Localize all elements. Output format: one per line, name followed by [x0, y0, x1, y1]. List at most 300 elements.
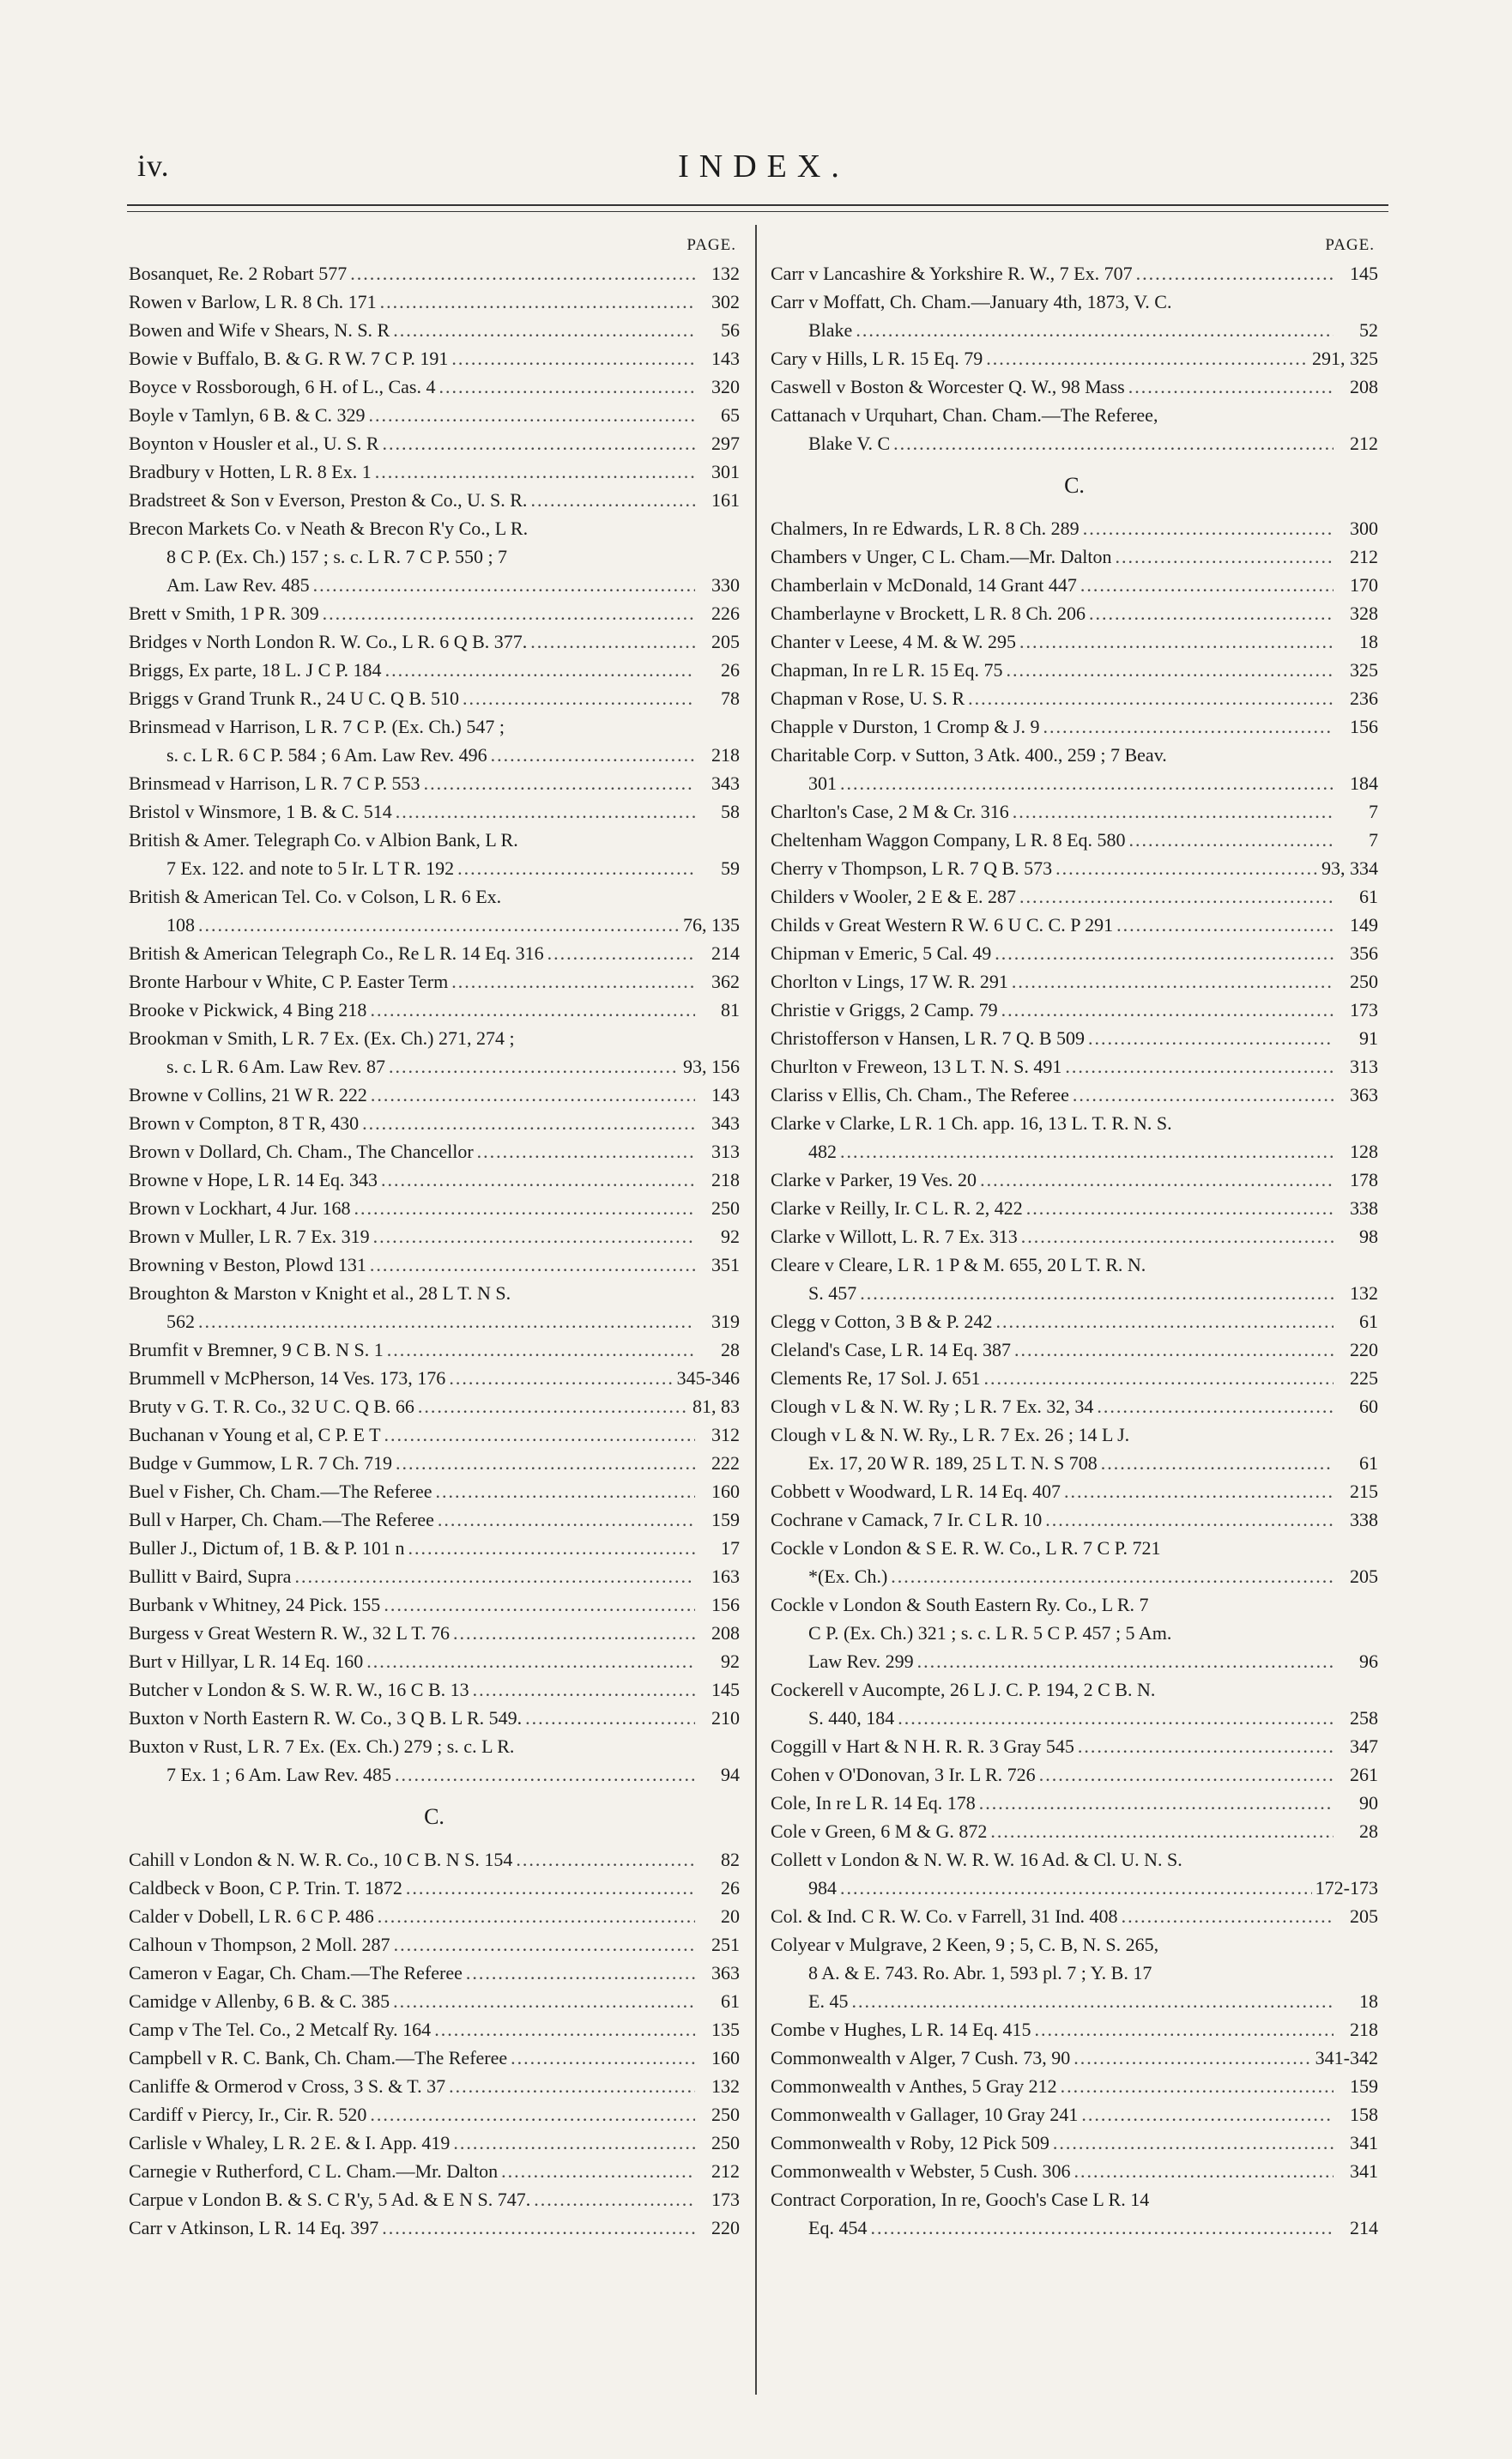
entry-text: 8 C P. (Ex. Ch.) 157 ; s. c. L R. 7 C P. 550 ; 7 — [166, 546, 508, 567]
entry-page-number: 347 — [1350, 1735, 1378, 1757]
index-entry — [129, 1364, 740, 1392]
index-entry — [129, 1874, 740, 1902]
entry-text: Briggs v Grand Trunk R., 24 U C. Q B. 510 — [129, 687, 460, 709]
index-entry-list — [771, 514, 1378, 2242]
entry-line — [771, 2129, 1378, 2157]
entry-text: Ex. 17, 20 W R. 189, 25 L T. N. S 708 — [808, 1452, 1098, 1474]
index-entry — [129, 627, 740, 656]
entry-text: Christofferson v Hansen, L R. 7 Q. B 509 — [771, 1027, 1086, 1049]
entry-line — [771, 1449, 1378, 1477]
entry-text: Chanter v Leese, 4 M. & W. 295 — [771, 631, 1016, 652]
section-heading-c: C. — [1064, 473, 1085, 498]
dot-leader — [1064, 1477, 1334, 1505]
dot-leader — [1043, 712, 1334, 741]
entry-line — [771, 2157, 1378, 2185]
entry-text: Cockerell v Aucompte, 26 L J. C. P. 194, 2 C B. N. — [771, 1679, 1156, 1700]
dot-leader — [996, 1307, 1334, 1335]
index-entry — [129, 1392, 740, 1420]
entry-text: Brown v Muller, L R. 7 Ex. 319 — [129, 1226, 370, 1247]
dot-leader — [381, 1166, 695, 1194]
dot-leader — [385, 656, 695, 684]
index-entry — [129, 1959, 740, 1987]
entry-text: Boyle v Tamlyn, 6 B. & C. 329 — [129, 404, 366, 426]
entry-line — [129, 1137, 740, 1166]
index-entry — [771, 1845, 1378, 1902]
dot-leader — [898, 1704, 1334, 1732]
entry-text: Brown v Lockhart, 4 Jur. 168 — [129, 1197, 351, 1219]
entry-text: Bosanquet, Re. 2 Robart 577 — [129, 263, 348, 284]
entry-line — [771, 1194, 1378, 1222]
index-entry — [129, 2214, 740, 2242]
entry-line — [771, 656, 1378, 684]
entry-line — [129, 1732, 740, 1760]
entry-text: Budge v Gummow, L R. 7 Ch. 719 — [129, 1452, 392, 1474]
dot-leader — [1065, 1052, 1334, 1081]
dot-leader — [547, 939, 695, 967]
dot-leader — [1101, 1449, 1334, 1477]
entry-page-number: 212 — [711, 2160, 740, 2182]
index-entry — [771, 1251, 1378, 1307]
entry-line — [129, 486, 740, 514]
entry-line — [129, 769, 740, 797]
entry-text: Brecon Markets Co. v Neath & Brecon R'y Co., L R. — [129, 518, 529, 539]
dot-leader — [384, 1590, 695, 1619]
entry-page-number: 81 — [721, 999, 740, 1021]
index-entry — [771, 854, 1378, 882]
entry-line — [771, 1817, 1378, 1845]
entry-text: Chorlton v Lings, 17 W. R. 291 — [771, 971, 1008, 992]
entry-page-number: 94 — [721, 1764, 740, 1785]
entry-page-number: 159 — [1350, 2075, 1378, 2097]
entry-page-number: 205 — [1350, 1566, 1378, 1587]
entry-page-number: 363 — [711, 1962, 740, 1984]
entry-page-number: 61 — [1359, 886, 1378, 907]
entry-line — [129, 1902, 740, 1930]
entry-page-number: 363 — [1350, 1084, 1378, 1105]
entry-text: 984 — [808, 1877, 837, 1899]
entry-text: Chapman, In re L R. 15 Eq. 75 — [771, 659, 1003, 681]
entry-text: Cameron v Eagar, Ch. Cham.—The Referee — [129, 1962, 463, 1984]
entry-line — [129, 1307, 740, 1335]
dot-leader — [371, 1081, 695, 1109]
entry-line — [771, 1024, 1378, 1052]
dot-leader — [491, 741, 695, 769]
dot-leader — [395, 1760, 695, 1789]
column-divider — [755, 225, 757, 2395]
entry-text: Buller J., Dictum of, 1 B. & P. 101 n — [129, 1537, 405, 1559]
dot-leader — [1116, 911, 1334, 939]
entry-line — [771, 797, 1378, 826]
dot-leader — [1019, 882, 1334, 911]
entry-line — [129, 542, 740, 571]
entry-text: Collett v London & N. W. R. W. 16 Ad. & Cl. U. N. S. — [771, 1849, 1182, 1870]
entry-line — [129, 514, 740, 542]
entry-line — [771, 1902, 1378, 1930]
index-entry — [129, 1534, 740, 1562]
dot-leader — [893, 429, 1334, 457]
entry-line — [771, 1279, 1378, 1307]
entry-page-number: 225 — [1350, 1367, 1378, 1389]
entry-page-number: 26 — [721, 1877, 740, 1899]
dot-leader — [979, 1789, 1334, 1817]
entry-text: Brett v Smith, 1 P R. 309 — [129, 603, 319, 624]
index-entry — [129, 1704, 740, 1732]
entry-text: Law Rev. 299 — [808, 1650, 914, 1672]
dot-leader — [891, 1562, 1334, 1590]
dot-leader — [453, 2129, 695, 2157]
dot-leader — [856, 316, 1334, 344]
dot-leader — [840, 769, 1334, 797]
index-entry — [129, 1251, 740, 1279]
entry-line — [129, 627, 740, 656]
entry-text: Caldbeck v Boon, C P. Trin. T. 1872 — [129, 1877, 402, 1899]
entry-text: Christie v Griggs, 2 Camp. 79 — [771, 999, 998, 1021]
index-entry — [771, 1364, 1378, 1392]
entry-text: Cockle v London & S E. R. W. Co., L R. 7 C P. 721 — [771, 1537, 1161, 1559]
dot-leader — [1026, 1194, 1334, 1222]
entry-text: Cardiff v Piercy, Ir., Cir. R. 520 — [129, 2104, 367, 2125]
index-entry — [771, 1166, 1378, 1194]
entry-line — [129, 1562, 740, 1590]
entry-line — [771, 1874, 1378, 1902]
entry-line — [771, 1364, 1378, 1392]
entry-text: Carr v Moffatt, Ch. Cham.—January 4th, 1873, V. C. — [771, 291, 1172, 312]
entry-text: Cherry v Thompson, L R. 7 Q B. 573 — [771, 857, 1053, 879]
entry-page-number: 58 — [721, 801, 740, 822]
entry-text: Bruty v G. T. R. Co., 32 U C. Q B. 66 — [129, 1396, 414, 1417]
entry-line — [771, 627, 1378, 656]
entry-line — [129, 372, 740, 401]
entry-text: 8 A. & E. 743. Ro. Abr. 1, 593 pl. 7 ; Y. B. 17 — [808, 1962, 1152, 1984]
entry-line — [129, 911, 740, 939]
index-entry — [771, 1789, 1378, 1817]
entry-line — [129, 1760, 740, 1789]
entry-page-number: 145 — [1350, 263, 1378, 284]
index-entry — [129, 486, 740, 514]
entry-line — [771, 1477, 1378, 1505]
entry-text: Brinsmead v Harrison, L R. 7 C P. 553 — [129, 772, 420, 794]
dot-leader — [451, 967, 695, 996]
entry-text: Campbell v R. C. Bank, Ch. Cham.—The Referee — [129, 2047, 508, 2068]
index-entry — [771, 1760, 1378, 1789]
dot-leader — [434, 2015, 695, 2044]
entry-text: Chamberlayne v Brockett, L R. 8 Ch. 206 — [771, 603, 1086, 624]
entry-line — [129, 1335, 740, 1364]
dot-leader — [917, 1647, 1334, 1675]
index-entry — [771, 401, 1378, 457]
entry-page-number: 128 — [1350, 1141, 1378, 1162]
entry-line — [771, 2015, 1378, 2044]
dot-leader — [1136, 259, 1334, 288]
entry-line — [771, 996, 1378, 1024]
entry-text: Brown v Compton, 8 T R, 430 — [129, 1112, 360, 1134]
entry-page-number: 135 — [711, 2019, 740, 2040]
entry-page-number: 92 — [721, 1226, 740, 1247]
entry-text: E. 45 — [808, 1990, 849, 2012]
entry-line — [129, 599, 740, 627]
entry-page-number: 356 — [1350, 942, 1378, 964]
dot-leader — [370, 996, 695, 1024]
dot-leader — [323, 599, 695, 627]
entry-text: s. c. L R. 6 Am. Law Rev. 87 — [166, 1056, 386, 1077]
entry-line — [771, 2044, 1378, 2072]
index-entry — [129, 599, 740, 627]
dot-leader — [457, 854, 695, 882]
entry-page-number: 362 — [711, 971, 740, 992]
index-entry — [129, 1477, 740, 1505]
entry-line — [129, 656, 740, 684]
entry-page-number: 212 — [1350, 546, 1378, 567]
entry-line — [129, 1675, 740, 1704]
index-entry — [129, 1222, 740, 1251]
entry-text: Camidge v Allenby, 6 B. & C. 385 — [129, 1990, 390, 2012]
entry-line — [129, 1704, 740, 1732]
entry-line — [129, 457, 740, 486]
index-entry — [129, 2100, 740, 2129]
entry-page-number: 18 — [1359, 1990, 1378, 2012]
entry-text: s. c. L R. 6 C P. 584 ; 6 Am. Law Rev. 496 — [166, 744, 487, 766]
index-entry — [129, 996, 740, 1024]
dot-leader — [1081, 2100, 1334, 2129]
entry-page-number: 56 — [721, 319, 740, 341]
index-entry — [771, 2157, 1378, 2185]
entry-text: Brookman v Smith, L R. 7 Ex. (Ex. Ch.) 271, 274 ; — [129, 1027, 515, 1049]
entry-line — [129, 1279, 740, 1307]
index-entry-list — [129, 1845, 740, 2242]
entry-line — [771, 2214, 1378, 2242]
entry-line — [771, 1619, 1378, 1647]
entry-page-number: 161 — [711, 489, 740, 511]
entry-page-number: 210 — [711, 1707, 740, 1729]
entry-page-number: 261 — [1350, 1764, 1378, 1785]
entry-page-number: 28 — [1359, 1820, 1378, 1842]
index-entry — [129, 1335, 740, 1364]
entry-text: Carpue v London B. & S. C R'y, 5 Ad. & E N S. 747. — [129, 2189, 531, 2210]
entry-page-number: 218 — [711, 1169, 740, 1190]
index-entry — [771, 1477, 1378, 1505]
entry-text: Rowen v Barlow, L R. 8 Ch. 171 — [129, 291, 377, 312]
index-entry — [129, 2129, 740, 2157]
entry-text: S. 457 — [808, 1282, 857, 1304]
entry-text: S. 440, 184 — [808, 1707, 895, 1729]
entry-text: Canliffe & Ormerod v Cross, 3 S. & T. 37 — [129, 2075, 446, 2097]
index-entry-list — [771, 259, 1378, 457]
dot-leader — [451, 344, 695, 372]
entry-line — [771, 1760, 1378, 1789]
dot-leader — [840, 1137, 1334, 1166]
entry-text: Charitable Corp. v Sutton, 3 Atk. 400., 259 ; 7 Beav. — [771, 744, 1167, 766]
entry-line — [771, 2100, 1378, 2129]
dot-leader — [1097, 1392, 1334, 1420]
entry-text: Clough v L & N. W. Ry., L R. 7 Ex. 26 ; 14 L J. — [771, 1424, 1130, 1445]
entry-line — [771, 1166, 1378, 1194]
entry-text: Clough v L & N. W. Ry ; L R. 7 Ex. 32, 34 — [771, 1396, 1094, 1417]
dot-leader — [362, 1109, 695, 1137]
page-column-heading: PAGE. — [1325, 236, 1375, 254]
entry-page-number: 345-346 — [676, 1367, 740, 1389]
dot-leader — [870, 2214, 1334, 2242]
entry-text: Cleland's Case, L R. 14 Eq. 387 — [771, 1339, 1011, 1360]
index-entry — [771, 514, 1378, 542]
entry-text: Browne v Hope, L R. 14 Eq. 343 — [129, 1169, 378, 1190]
dot-leader — [313, 571, 695, 599]
entry-page-number: 145 — [711, 1679, 740, 1700]
entry-line — [771, 1732, 1378, 1760]
entry-line — [771, 1675, 1378, 1704]
index-entry — [771, 2044, 1378, 2072]
entry-line — [771, 1789, 1378, 1817]
dot-leader — [370, 2100, 695, 2129]
index-entry — [129, 1109, 740, 1137]
entry-page-number: 220 — [711, 2217, 740, 2238]
entry-page-number: 236 — [1350, 687, 1378, 709]
dot-leader — [1055, 854, 1318, 882]
dot-leader — [511, 2044, 695, 2072]
page-folio: iv. — [137, 148, 170, 183]
index-entry — [771, 996, 1378, 1024]
entry-page-number: 250 — [1350, 971, 1378, 992]
entry-line — [771, 1562, 1378, 1590]
entry-text: Boyce v Rossborough, 6 H. of L., Cas. 4 — [129, 376, 436, 397]
entry-page-number: 172-173 — [1315, 1877, 1378, 1899]
entry-line — [771, 1392, 1378, 1420]
dot-leader — [1061, 2072, 1334, 2100]
entry-line — [129, 2157, 740, 2185]
dot-leader — [473, 1675, 695, 1704]
entry-page-number: 205 — [711, 631, 740, 652]
entry-line — [129, 2044, 740, 2072]
entry-page-number: 218 — [1350, 2019, 1378, 2040]
entry-text: Clegg v Cotton, 3 B & P. 242 — [771, 1311, 993, 1332]
entry-text: Calhoun v Thompson, 2 Moll. 287 — [129, 1934, 390, 1955]
entry-line — [129, 1845, 740, 1874]
index-entry — [771, 1902, 1378, 1930]
dot-leader — [463, 684, 695, 712]
index-entry — [771, 2015, 1378, 2044]
dot-leader — [424, 769, 695, 797]
entry-line — [129, 1081, 740, 1109]
index-entry — [771, 571, 1378, 599]
entry-line — [129, 882, 740, 911]
index-entry — [129, 1845, 740, 1874]
dot-leader — [1039, 1760, 1334, 1789]
entry-text: Chambers v Unger, C L. Cham.—Mr. Dalton — [771, 546, 1112, 567]
entry-line — [129, 741, 740, 769]
entry-text: Burgess v Great Western R. W., 32 L T. 76 — [129, 1622, 451, 1644]
entry-page-number: 92 — [721, 1650, 740, 1672]
entry-page-number: 208 — [1350, 376, 1378, 397]
entry-line — [771, 1959, 1378, 1987]
entry-text: Blake V. C — [808, 433, 891, 454]
index-entry — [771, 259, 1378, 288]
dot-leader — [350, 259, 695, 288]
entry-text: 108 — [166, 914, 195, 936]
index-entry — [771, 288, 1378, 344]
entry-text: 301 — [808, 772, 837, 794]
index-entry — [129, 1024, 740, 1081]
entry-page-number: 251 — [711, 1934, 740, 1955]
dot-leader — [1080, 571, 1334, 599]
index-entry — [771, 1052, 1378, 1081]
index-entry — [771, 1534, 1378, 1590]
entry-text: *(Ex. Ch.) — [808, 1566, 888, 1587]
index-entry — [129, 2015, 740, 2044]
entry-line — [129, 1647, 740, 1675]
dot-leader — [983, 1364, 1334, 1392]
entry-page-number: 215 — [1350, 1481, 1378, 1502]
entry-text: Cheltenham Waggon Company, L R. 8 Eq. 580 — [771, 829, 1126, 851]
entry-page-number: 320 — [711, 376, 740, 397]
entry-page-number: 214 — [711, 942, 740, 964]
index-entry — [129, 967, 740, 996]
entry-line — [129, 1874, 740, 1902]
dot-leader — [1083, 514, 1334, 542]
entry-text: Brooke v Pickwick, 4 Bing 218 — [129, 999, 367, 1021]
index-entry — [771, 656, 1378, 684]
dot-leader — [1035, 2015, 1334, 2044]
entry-text: Buchanan v Young et al, C P. E T — [129, 1424, 381, 1445]
dot-leader — [382, 2214, 695, 2242]
dot-leader — [986, 344, 1309, 372]
index-entry — [771, 1930, 1378, 2015]
entry-text: Bristol v Winsmore, 1 B. & C. 514 — [129, 801, 392, 822]
entry-text: Cleare v Cleare, L R. 1 P & M. 655, 20 L T. R. N. — [771, 1254, 1146, 1275]
entry-line — [771, 259, 1378, 288]
entry-text: Cole v Green, 6 M & G. 872 — [771, 1820, 988, 1842]
entry-page-number: 163 — [711, 1566, 740, 1587]
entry-line — [771, 1930, 1378, 1959]
index-entry — [129, 401, 740, 429]
entry-text: 562 — [166, 1311, 195, 1332]
dot-leader — [995, 939, 1334, 967]
entry-line — [771, 939, 1378, 967]
entry-line — [771, 599, 1378, 627]
index-entry — [129, 2157, 740, 2185]
entry-line — [771, 684, 1378, 712]
entry-text: British & American Telegraph Co., Re L R. 14 Eq. 316 — [129, 942, 544, 964]
entry-text: Bradstreet & Son v Everson, Preston & Co., U. S. R. — [129, 489, 528, 511]
entry-line — [771, 854, 1378, 882]
entry-text: Clariss v Ellis, Ch. Cham., The Referee — [771, 1084, 1069, 1105]
entry-line — [129, 996, 740, 1024]
entry-text: Brown v Dollard, Ch. Cham., The Chancellor — [129, 1141, 474, 1162]
entry-page-number: 220 — [1350, 1339, 1378, 1360]
dot-leader — [383, 429, 696, 457]
entry-page-number: 132 — [711, 263, 740, 284]
entry-line — [771, 1590, 1378, 1619]
dot-leader — [968, 684, 1334, 712]
entry-page-number: 313 — [1350, 1056, 1378, 1077]
entry-line — [129, 826, 740, 854]
dot-leader — [1088, 1024, 1334, 1052]
entry-text: Butcher v London & S. W. R. W., 16 C B. 13 — [129, 1679, 469, 1700]
index-entry — [129, 288, 740, 316]
entry-page-number: 325 — [1350, 659, 1378, 681]
index-entry — [129, 514, 740, 599]
entry-line — [771, 882, 1378, 911]
entry-line — [771, 1704, 1378, 1732]
index-entry — [129, 429, 740, 457]
entry-page-number: 312 — [711, 1424, 740, 1445]
index-entry — [771, 1222, 1378, 1251]
index-entry — [129, 1590, 740, 1619]
entry-line — [129, 712, 740, 741]
entry-text: Commonwealth v Roby, 12 Pick 509 — [771, 2132, 1049, 2153]
entry-page-number: 160 — [711, 1481, 740, 1502]
entry-text: Buel v Fisher, Ch. Cham.—The Referee — [129, 1481, 432, 1502]
entry-text: Carr v Lancashire & Yorkshire R. W., 7 Ex. 707 — [771, 263, 1133, 284]
entry-line — [771, 826, 1378, 854]
